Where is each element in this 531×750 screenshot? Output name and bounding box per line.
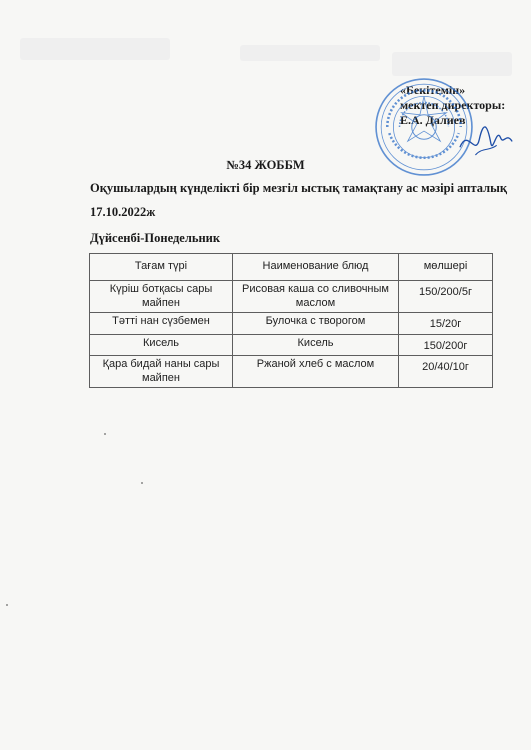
header-dish-name-ru: Наименование блюд bbox=[233, 254, 399, 281]
cell-portion: 20/40/10г bbox=[399, 356, 493, 388]
document-date: 17.10.2022ж bbox=[90, 205, 156, 219]
cell-portion: 150/200г bbox=[399, 334, 493, 356]
approval-position: мектеп директоры: bbox=[400, 98, 506, 112]
approval-name: Е.А. Далиев bbox=[400, 113, 466, 127]
scan-speck bbox=[104, 433, 106, 435]
scan-speck bbox=[141, 482, 143, 484]
table-row bbox=[90, 313, 493, 335]
cell-portion: 150/200/5г bbox=[399, 281, 493, 313]
cell-dish-ru: Булочка с творогом bbox=[233, 313, 399, 335]
cell-dish-kz: Қара бидай наны сары майпен bbox=[90, 356, 233, 388]
scan-artifact bbox=[240, 45, 380, 61]
cell-dish-ru: Ржаной хлеб с маслом bbox=[233, 356, 399, 388]
cell-dish-kz: Тәтті нан сүзбемен bbox=[90, 313, 233, 335]
cell-dish-kz: Кисель bbox=[90, 334, 233, 356]
document-subtitle: Оқушылардың күнделікті бір мезгіл ыстық тамақтану ас мәзірі апталық bbox=[90, 181, 508, 195]
table-row bbox=[90, 356, 493, 388]
header-dish-type-kz: Тағам түрі bbox=[90, 254, 233, 281]
document-title: №34 ЖОББМ bbox=[226, 158, 305, 172]
signature-icon bbox=[458, 118, 516, 162]
scan-artifact bbox=[392, 52, 512, 76]
cell-dish-kz: Күріш ботқасы сары майпен bbox=[90, 281, 233, 313]
cell-dish-ru: Кисель bbox=[233, 334, 399, 356]
scan-artifact bbox=[20, 38, 170, 60]
menu-table bbox=[89, 253, 493, 388]
table-header-row bbox=[90, 254, 493, 281]
table-row bbox=[90, 334, 493, 356]
table-row bbox=[90, 281, 493, 313]
day-heading: Дүйсенбі-Понедельник bbox=[90, 231, 221, 245]
header-portion: мөлшері bbox=[399, 254, 493, 281]
cell-portion: 15/20г bbox=[399, 313, 493, 335]
approval-heading: «Бекітемін» bbox=[400, 83, 466, 97]
scan-speck bbox=[6, 604, 8, 606]
cell-dish-ru: Рисовая каша со сливочным маслом bbox=[233, 281, 399, 313]
